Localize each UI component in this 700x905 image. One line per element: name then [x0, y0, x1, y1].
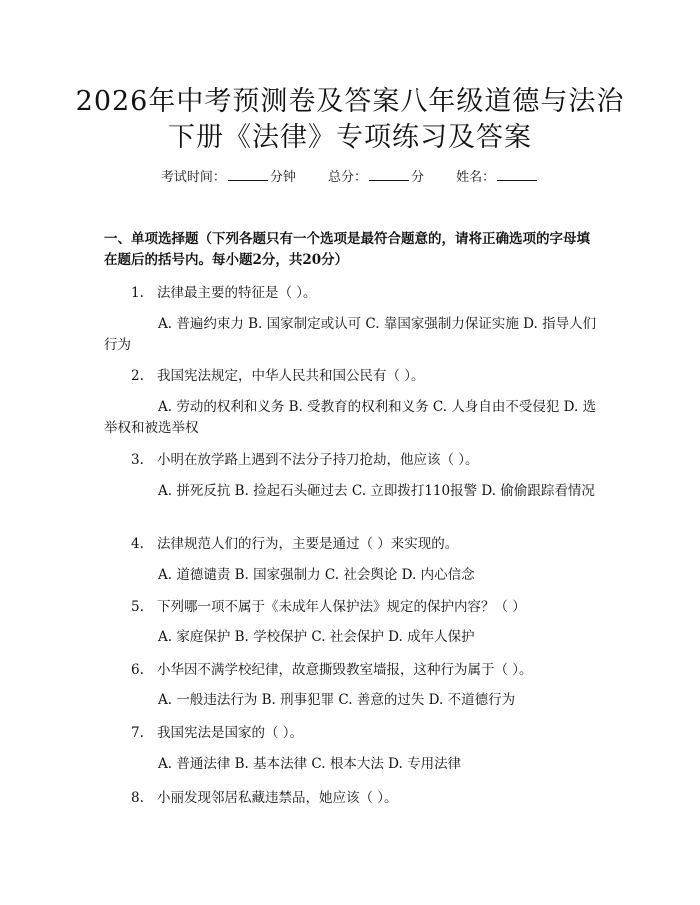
student-name-blank [497, 168, 537, 181]
section-heading: 一、单项选择题（下列各题只有一个选项是最符合题意的，请将正确选项的字母填在题后的括号内。每小题2分，共20分） [104, 231, 590, 268]
question-text: 我国宪法是国家的（ ）。 [157, 725, 304, 741]
total-score-field [328, 170, 424, 185]
exam-time-field [161, 170, 296, 185]
page-title-line-2: 下册《法律》专项练习及答案 [168, 122, 532, 153]
question-6 [131, 660, 601, 680]
question-2 [131, 366, 601, 386]
question-1 [131, 283, 601, 303]
question-1-options: A. 普遍约束力 B. 国家制定或认可 C. 靠国家强制力保证实施 D. 指导人们行为 [104, 316, 597, 353]
question-6-options: A. 一般违法行为 B. 刑事犯罪 C. 善意的过失 D. 不道德行为 [158, 692, 516, 708]
question-number: 6. [131, 662, 144, 678]
question-number: 2. [131, 368, 144, 384]
question-3-options: A. 拼死反抗 B. 捡起石头砸过去 C. 立即拨打110报警 D. 偷偷跟踪看情况 [158, 483, 595, 499]
exam-info-line [0, 168, 700, 187]
question-text: 小明在放学路上遇到不法分子持刀抢劫，他应该（ ）。 [157, 452, 479, 468]
question-number: 7. [131, 725, 144, 741]
question-4 [131, 534, 601, 554]
question-4-options: A. 道德谴责 B. 国家强制力 C. 社会舆论 D. 内心信念 [158, 567, 475, 583]
question-text: 我国宪法规定，中华人民共和国公民有（ ）。 [157, 368, 425, 384]
question-5-options: A. 家庭保护 B. 学校保护 C. 社会保护 D. 成年人保护 [158, 629, 475, 645]
question-text: 法律最主要的特征是（ ）。 [157, 285, 317, 301]
question-8 [131, 788, 601, 808]
question-text: 法律规范人们的行为，主要是通过（ ）来实现的。 [157, 536, 459, 552]
question-number: 4. [131, 536, 144, 552]
question-number: 1. [131, 285, 144, 301]
student-name-label: 姓名： [456, 170, 496, 185]
question-7-options: A. 普通法律 B. 基本法律 C. 根本大法 D. 专用法律 [158, 756, 462, 772]
exam-time-unit: 分钟 [269, 170, 296, 185]
question-text: 小华因不满学校纪律，故意撕毁教室墙报，这种行为属于（ ）。 [157, 662, 533, 678]
exam-time-label: 考试时间： [160, 170, 226, 185]
question-text: 下列哪一项不属于《未成年人保护法》规定的保护内容？（ ） [157, 599, 526, 615]
question-5 [131, 597, 601, 617]
question-number: 8. [131, 790, 144, 806]
question-2-options: A. 劳动的权利和义务 B. 受教育的权利和义务 C. 人身自由不受侵犯 D. 选举权和被选举权 [104, 399, 597, 436]
question-7 [131, 723, 601, 743]
student-name-field [456, 170, 539, 185]
page-title-line-1: 2026年中考预测卷及答案八年级道德与法治 [75, 86, 625, 117]
question-number: 5. [131, 599, 144, 615]
total-score-label: 总分： [327, 170, 367, 185]
question-3 [131, 450, 601, 470]
question-number: 3. [131, 452, 144, 468]
total-score-blank [369, 168, 409, 181]
exam-time-blank [228, 168, 268, 181]
total-score-unit: 分 [411, 170, 425, 185]
question-text: 小丽发现邻居私藏违禁品，她应该（ ）。 [157, 790, 398, 806]
